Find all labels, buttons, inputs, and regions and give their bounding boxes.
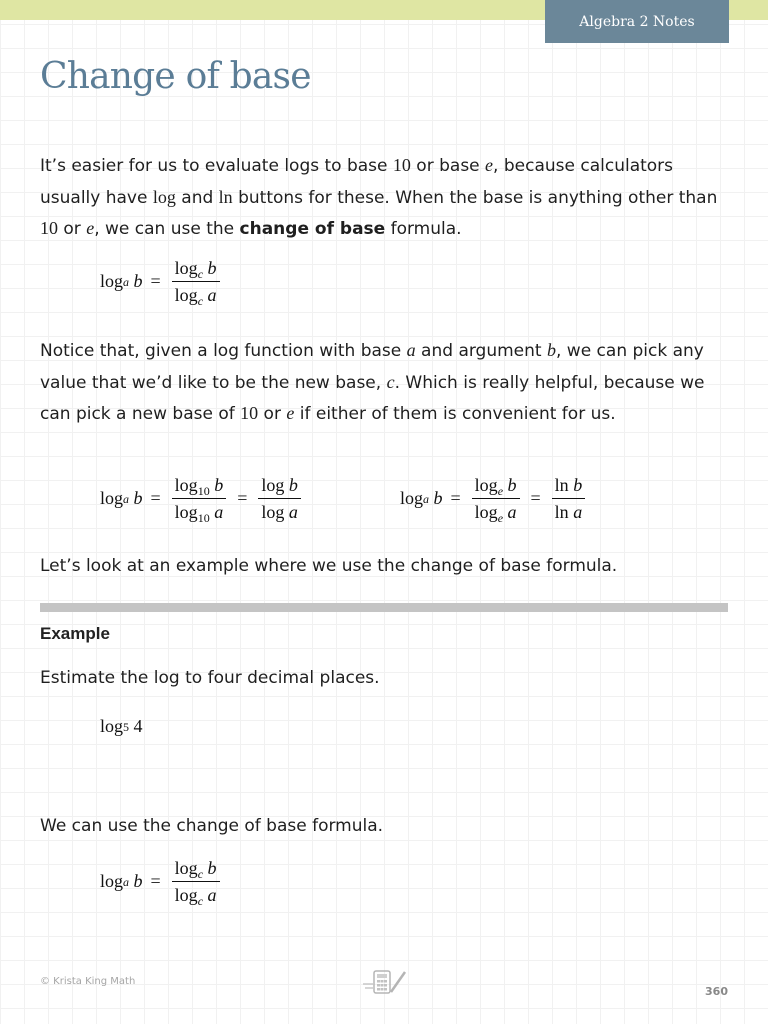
example-prompt: Estimate the log to four decimal places. xyxy=(40,668,380,688)
notice-paragraph: Notice that, given a log function with base a and argument b, we can pick any value that we’d like to be the new base, c. Which is really helpful, because we can pick a new base of 10 or e if either of them is convenient for us. xyxy=(40,340,705,424)
section-tab xyxy=(545,0,729,43)
change-of-base-formula: log a b = $\frac{\log_c b}{\log_c a}$ xyxy=(100,258,223,305)
section-tab-label: Algebra 2 Notes xyxy=(579,13,695,30)
intro-paragraph: It’s easier for us to evaluate logs to base 10 or base e, because calculators usually have log and ln buttons for these. When the base is anything other than 10 or e, we can use the change of base formula. xyxy=(40,155,718,239)
page-title: Change of base xyxy=(40,56,311,97)
calculator-pencil-icon xyxy=(360,968,408,996)
solution-step-text: We can use the change of base formula. xyxy=(40,816,384,836)
change-of-base-formula-repeat: log a b = $\frac{\log_c b}{\log_c a}$ xyxy=(100,858,223,905)
example-heading: Example xyxy=(40,624,110,643)
example-expression: log 5 4 xyxy=(100,716,143,736)
section-divider xyxy=(40,603,728,612)
copyright-text: © Krista King Math xyxy=(40,976,136,987)
change-of-base-term: change of base xyxy=(239,219,386,239)
base-ten-formula: log a b = $\frac{\log_{10} b}{\log_{10} a}$ = $\frac{\text{log b}}{\text{log a}}$ xyxy=(100,475,304,522)
page-number: 360 xyxy=(705,985,728,998)
example-intro-text: Let’s look at an example where we use the change of base formula. xyxy=(40,556,618,576)
base-e-formula: log a b = $\frac{\log_e b}{\log_e a}$ = $\frac{\text{ln b}}{\text{ln a}}$ xyxy=(400,475,588,522)
